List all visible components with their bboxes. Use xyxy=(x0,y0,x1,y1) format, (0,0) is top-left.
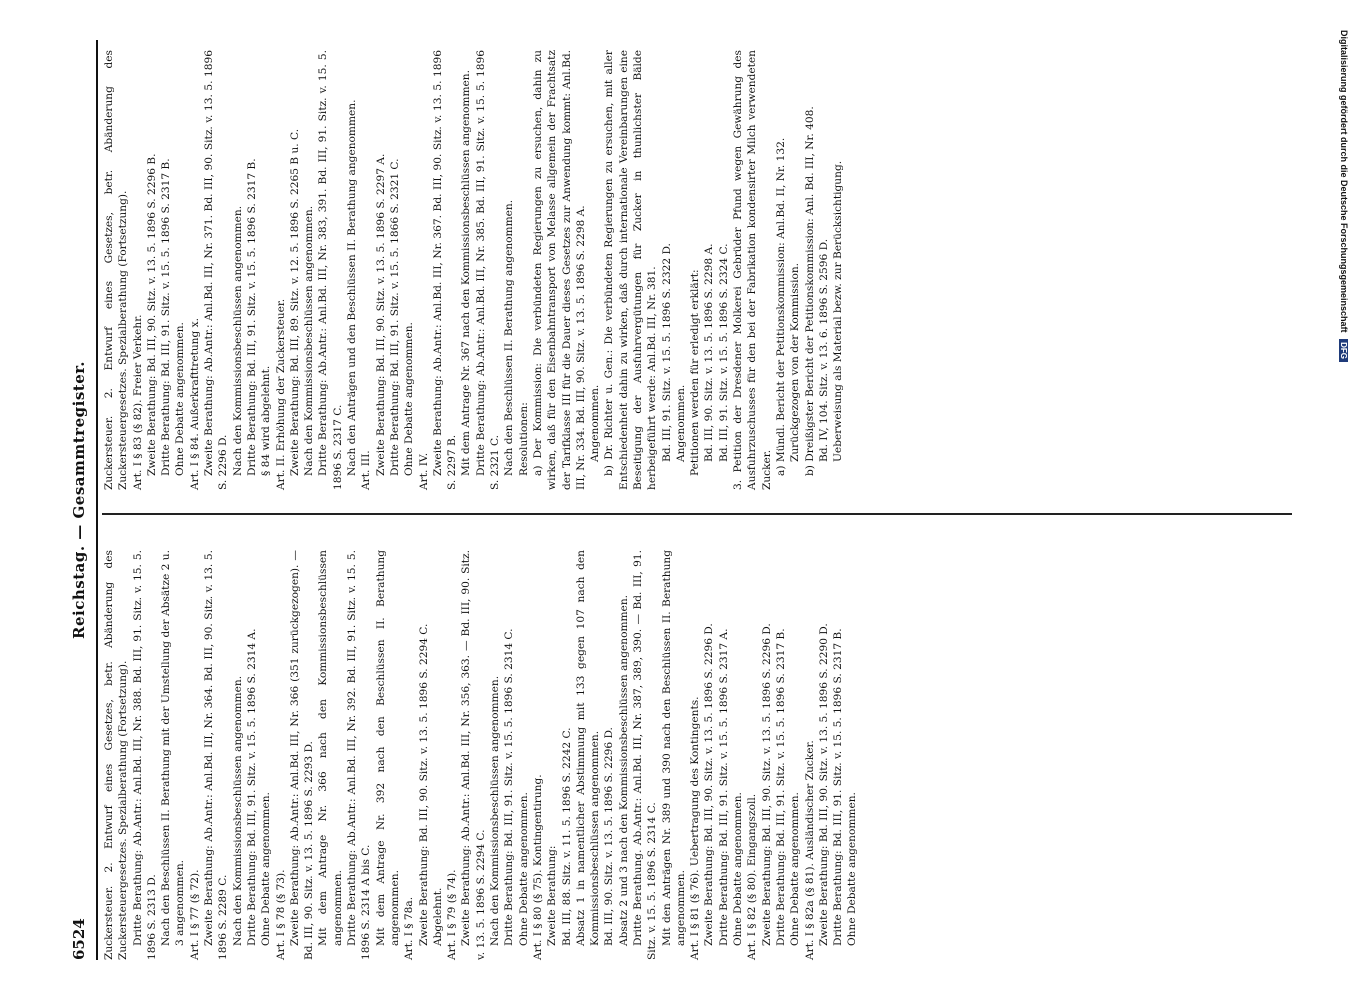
index-entry: Dritte Berathung: Ab.Antr.: Anl.Bd. III, Nr. 392. Bd. III, 91. Sitz. v. 15. 5. 1896 S. 2314 A bis C. xyxy=(346,550,373,960)
index-entry: Abgelehnt. xyxy=(431,887,444,946)
index-entry: Dritte Berathung. Ab.Antr.: Anl.Bd. III, Nr. 387, 389, 390. — Bd. III, 91. Sitz. v. 15. 5. 1896 S. 2314 C. xyxy=(631,550,659,960)
index-entry: Zweite Berathung: Ab.Antr.: Anl.Bd. III, Nr. 356, 363. — Bd. III, 90. Sitz. v. 13. 5. 1896 S. 2294 C. xyxy=(460,550,487,960)
index-entry: 3. Petition der Dresdener Molkerei Gebrüder Pfund wegen Gewährung des Ausfuhrzuschusses für den bei der Fabrikation kondensirter Milch verwendeten Zucker. xyxy=(732,50,773,490)
index-entry: Bd. III, 91. Sitz. v. 15. 5. 1896 S. 2322 D. xyxy=(660,243,673,462)
index-entry: § 84 wird abgelehnt. xyxy=(260,365,273,476)
index-entry: Zuckersteuer. 2. Entwurf eines Gesetzes, betr. Abänderung des Zuckersteuergesetzes. Spezialberathung (Fortsetzung). xyxy=(103,550,130,960)
index-entry: Angenommen. xyxy=(674,384,687,462)
index-entry: Zweite Berathung: xyxy=(546,845,559,946)
index-entry: Ohne Debatte angenommen. xyxy=(260,792,273,946)
index-entry: Dritte Berathung: Bd. III, 91. Sitz. v. 15. 5. 1896 S. 2317 B. xyxy=(774,628,787,946)
dfg-logo-icon: DFG xyxy=(1339,339,1348,362)
index-entry: Ohne Debatte angenommen. xyxy=(174,322,187,476)
index-entry: Art. I § 82 (§ 80). Eingangszoll. xyxy=(746,793,759,960)
index-entry: Zurückgezogen von der Kommission. xyxy=(789,262,802,462)
index-entry: Dritte Berathung: Bd. III, 91. Sitz. v. 15. 5. 1896 S. 2314 A. xyxy=(245,628,258,946)
index-entry: Ueberweisung als Material bezw. zur Berücksichtigung. xyxy=(832,160,845,462)
index-entry: Ohne Debatte angenommen. xyxy=(846,792,859,946)
left-column xyxy=(102,550,860,960)
index-entry: Dritte Berathung: Bd. III, 91. Sitz. v. 15. 5. 1896 S. 2317 A. xyxy=(717,628,730,946)
index-entry: Bd. III, 88. Sitz. v. 11. 5. 1896 S. 2242 C. xyxy=(560,727,573,946)
index-entry: Art. I § 82a (§ 81). Ausländischer Zucker. xyxy=(803,740,816,960)
index-entry: Art. I § 77 (§ 72). xyxy=(188,869,201,960)
index-entry: b) Dreißigster Bericht der Petitionskommission: Anl. Bd. III, Nr. 408. xyxy=(803,106,816,476)
index-entry: Dritte Berathung: Bd. III, 91. Sitz. v. 15. 5. 1896 S. 2314 C. xyxy=(503,628,516,946)
index-entry: Art. I § 79 (§ 74). xyxy=(446,869,459,960)
index-entry: Dritte Berathung: Ab.Antr.: Anl.Bd. III, Nr. 388. Bd. III, 91. Sitz. v. 15. 5. 1896 S. 2313 D. xyxy=(131,550,158,960)
index-entry: Dritte Berathung: Ab.Antr.: Anl.Bd. III, Nr. 385. Bd. III, 91. Sitz. v. 15. 5. 1896 S. 2321 C. xyxy=(474,50,502,490)
index-entry: Absatz 1 in namentlicher Abstimmung mit 133 gegen 107 nach den Kommissionsbeschlüssen angenommen. xyxy=(574,550,602,946)
index-entry: Mit dem Antrage Nr. 392 nach den Beschlüssen II. Berathung angenommen. xyxy=(374,550,401,946)
index-entry: Zweite Berathung: Ab.Antr.: Anl.Bd. III, Nr. 364. Bd. III, 90. Sitz. v. 13. 5. 1896 S. 2289 C. xyxy=(203,550,230,960)
index-entry: Ohne Debatte angenommen. xyxy=(732,792,745,946)
rotated-page xyxy=(66,40,1306,960)
index-entry: Dritte Berathung: Bd. III, 91. Sitz. v. 15. 5. 1896 S. 2317 B. xyxy=(245,158,258,476)
index-entry: Nach den Kommissionsbeschlüssen angenommen. xyxy=(489,675,502,946)
column-divider xyxy=(102,514,1292,516)
index-entry: Zweite Berathung: Bd. III, 90. Sitz. v. 13. 5. 1896 S. 2296 D. xyxy=(703,623,716,946)
index-entry: Absatz 2 und 3 nach den Kommissionsbeschlüssen angenommen. xyxy=(617,594,630,946)
digitization-sidebar xyxy=(1331,30,1349,970)
index-entry: Mit dem Antrage Nr. 366 nach den Kommissionsbeschlüssen angenommen. xyxy=(317,550,344,946)
index-entry: Zuckersteuer. 2. Entwurf eines Gesetzes, betr. Abänderung des Zuckersteuergesetzes. Spezialberathung (Fortsetzung). xyxy=(103,50,130,490)
index-entry: Ohne Debatte angenommen. xyxy=(789,792,802,946)
index-entry: Art. I § 84. Außerkrafttretung x. xyxy=(188,318,201,490)
index-entry: Nach den Beschlüssen II. Berathung mit der Umstellung der Absätze 2 u. 3 angenommen. xyxy=(160,550,187,946)
index-entry: Nach den Kommissionsbeschlüssen angenommen. xyxy=(231,675,244,946)
index-entry: a) Der Kommission: Die verbündeten Regierungen zu ersuchen, dahin zu wirken, daß für den Eisenbahntransport von Melasse allgemein der Frachtsatz der Tarifklasse III für die Dauer dieses Gesetzes zur Anwendung kommt: Anl.Bd. III, Nr. 334. Bd. III, 90. Sitz. v. 13. 5. 1896 S. 2298 A. xyxy=(531,50,587,490)
index-entry: Dritte Berathung: Ab.Antr.: Anl.Bd. III, Nr. 383, 391. Bd. III, 91. Sitz. v. 15. 5. 1896 S. 2317 C. xyxy=(317,50,344,490)
index-entry: Art. I § 78 (§ 73). xyxy=(274,869,287,960)
index-entry: Zweite Berathung: Bd. III, 89. Sitz. v. 12. 5. 1896 S. 2265 B u. C. xyxy=(288,128,301,476)
right-column xyxy=(102,50,845,490)
index-entry: Art. II. Erhöhung der Zuckersteuer. xyxy=(274,298,287,490)
index-entry: Zweite Berathung: Ab.Antr.: Anl.Bd. III, Nr. 371. Bd. III, 90. Sitz. v. 13. 5. 1896 S. 2296 D. xyxy=(203,50,230,490)
index-entry: Ohne Debatte angenommen. xyxy=(517,792,530,946)
page-number: 6524 xyxy=(70,918,88,960)
index-entry: Bd. III, 91. Sitz. v. 15. 5. 1896 S. 2324 C. xyxy=(717,243,730,462)
index-entry: Dritte Berathung: Bd. III, 91. Sitz. v. 15. 5. 1896 S. 2317 B. xyxy=(832,628,845,946)
index-entry: Resolutionen: xyxy=(517,402,530,476)
index-entry: Zweite Berathung: Bd. III, 90. Sitz. v. 13. 5. 1896 S. 2297 A. xyxy=(374,153,387,476)
index-entry: Ohne Debatte angenommen. xyxy=(403,322,416,476)
index-entry: Nach den Beschlüssen II. Berathung angenommen. xyxy=(503,199,516,476)
index-entry: Art. IV. xyxy=(417,452,430,490)
index-entry: Bd. III, 90. Sitz. v. 13. 5. 1896 S. 2296 D. xyxy=(603,727,616,946)
sidebar-note xyxy=(1339,30,1349,970)
index-entry: Mit den Anträgen Nr. 389 und 390 nach den Beschlüssen II. Berathung angenommen. xyxy=(660,550,687,946)
index-entry: Petitionen werden für erledigt erklärt: xyxy=(689,269,702,476)
index-entry: Bd. III, 90. Sitz. v. 13. 5. 1896 S. 2298 A. xyxy=(703,243,716,462)
running-title: Reichstag. — Gesammtregister. xyxy=(70,361,88,639)
index-entry: Zweite Berathung: Bd. III, 90. Sitz. v. 13. 5. 1896 S. 2294 C. xyxy=(417,623,430,946)
page-header xyxy=(66,40,96,960)
index-entry: Mit dem Antrage Nr. 367 nach den Kommissionsbeschlüssen angenommen. xyxy=(460,70,473,476)
index-entry: Zweite Berathung: Ab.Antr.: Anl.Bd. III, Nr. 366 (351 zurückgezogen). — Bd. III, 90. Sitz. v. 13. 5. 1896 S. 2293 D. xyxy=(288,550,316,960)
index-entry: Art. I § 78a. xyxy=(403,896,416,960)
index-entry: b) Dr. Richter u. Gen.: Die verbündeten Regierungen zu ersuchen, mit aller Entschiedenheit dahin zu wirken, daß durch internationale Vereinbarungen eine Beseitigung der Ausfuhrvergütungen für Zucker in thunlichster Bälde herbeigeführt werde: Anl.Bd. III, Nr. 381. xyxy=(603,50,659,490)
index-entry: Dritte Berathung: Bd. III, 91. Sitz. v. 15. 5. 1896 S. 2317 B. xyxy=(160,158,173,476)
index-entry: Art. III. xyxy=(360,450,373,490)
index-entry: Art. I § 83 (§ 82). Freier Verkehr. xyxy=(131,314,144,490)
header-rule xyxy=(96,40,98,960)
index-entry: Zweite Berathung: Bd. III, 90. Sitz. v. 13. 5. 1896 S. 2296 D. xyxy=(760,623,773,946)
index-entry: Bd. IV, 104. Sitz. v. 13. 6. 1896 S. 2596 D. xyxy=(817,238,830,462)
index-entry: Zweite Berathung: Ab.Antr.: Anl.Bd. III, Nr. 367. Bd. III, 90. Sitz. v. 13. 5. 1896 S. 2297 B. xyxy=(431,50,459,490)
sidebar-text: Digitalisierung gefördert durch die Deutsche Forschungsgemeinschaft xyxy=(1339,30,1349,333)
index-entry: a) Mündl. Bericht der Petitionskommission: Anl.Bd. II, Nr. 132. xyxy=(774,137,787,476)
index-entry: Angenommen. xyxy=(589,384,602,462)
index-entry: Nach den Kommissionsbeschlüssen angenommen. xyxy=(231,205,244,476)
index-entry: Art. I § 81 (§ 76). Uebertragung des Kontingents. xyxy=(689,696,702,960)
index-entry: Dritte Berathung: Bd. III, 91. Sitz. v. 15. 5. 1866 S. 2321 C. xyxy=(388,158,401,476)
index-entry: Zweite Berathung: Bd. III, 90. Sitz. v. 13. 5. 1896 S. 2290 D. xyxy=(817,623,830,946)
index-entry: Art. I § 80 (§ 75). Kontingentirung. xyxy=(531,774,544,960)
index-entry: Zweite Berathung: Bd. III, 90. Sitz. v. 13. 5. 1896 S. 2296 B. xyxy=(145,153,158,476)
index-entry: Nach den Kommissionsbeschlüssen angenommen. xyxy=(303,205,316,476)
index-entry: Nach den Anträgen und den Beschlüssen II. Berathung angenommen. xyxy=(346,99,359,476)
